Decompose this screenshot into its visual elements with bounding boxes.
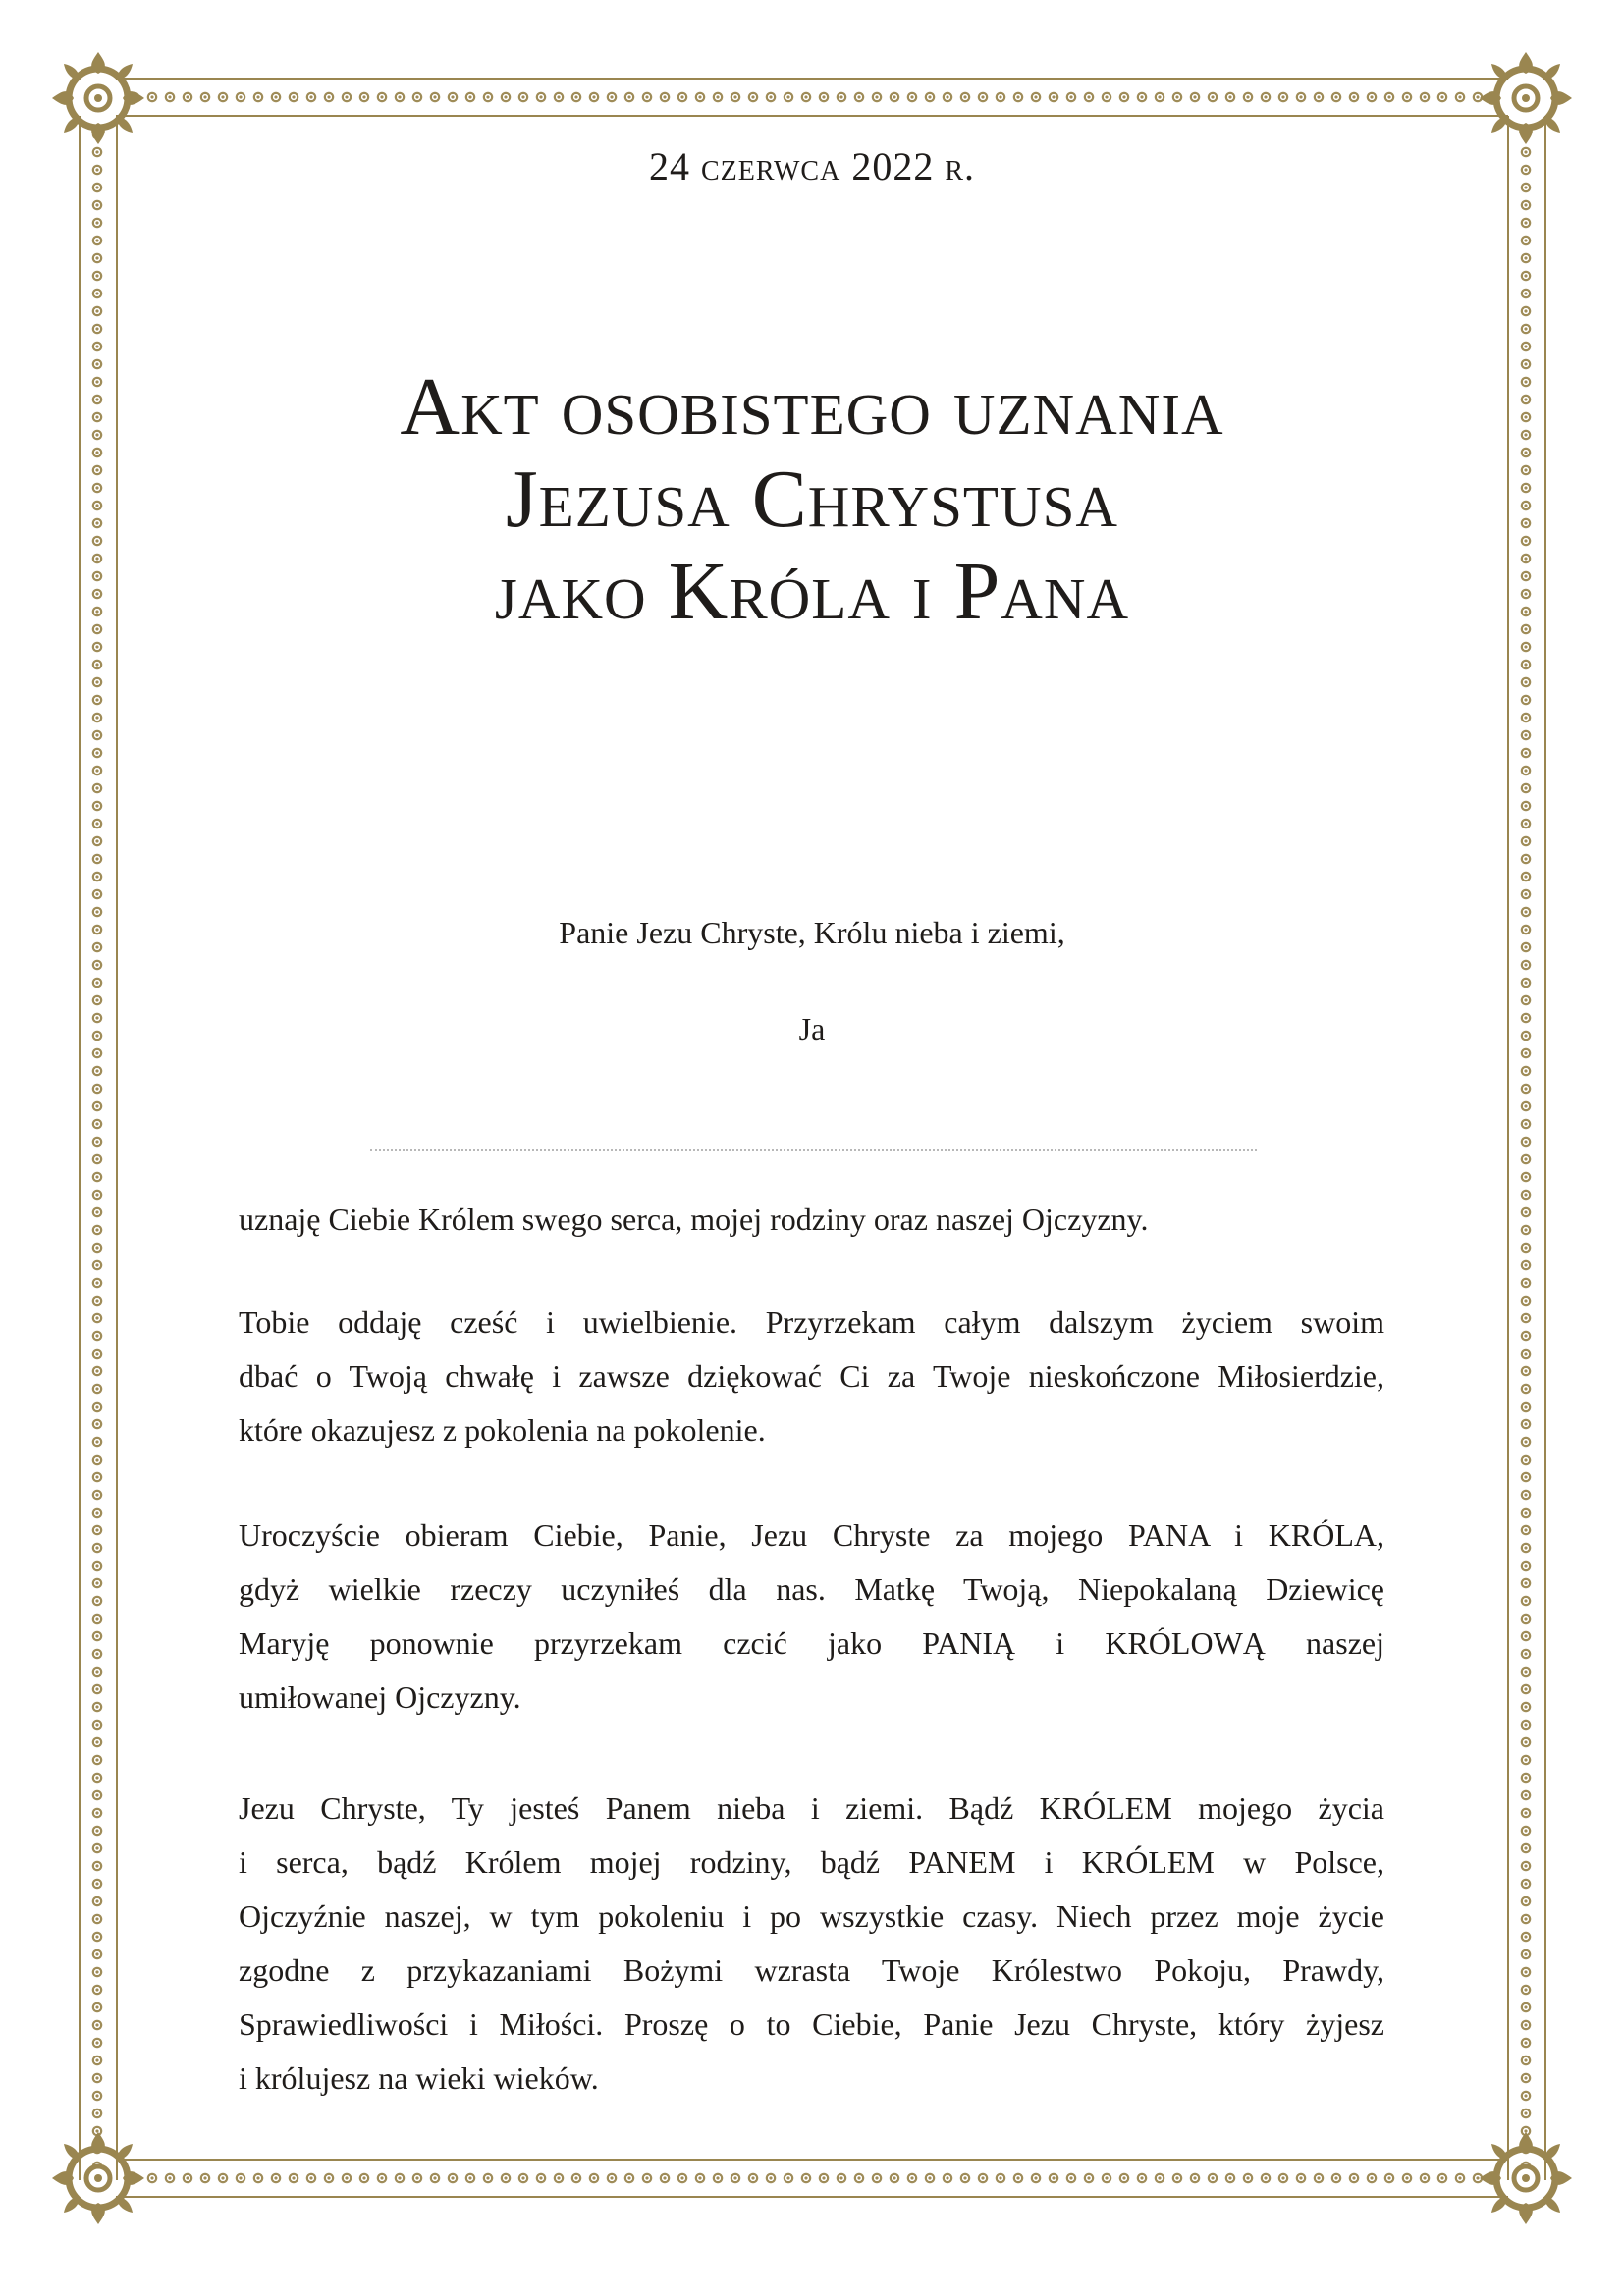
document-date: 24 czerwca 2022 r. (648, 144, 975, 188)
paragraph-3 (239, 1509, 1384, 1725)
paragraph-line: które okazujesz z pokolenia na pokolenie. (239, 1413, 766, 1448)
border-top-outer-line (116, 78, 1508, 80)
corner-ornament-top-right-icon (1472, 44, 1580, 152)
border-bottom-outer-line (116, 2196, 1508, 2198)
corner-ornament-top-left-icon (44, 44, 152, 152)
paragraph-2 (239, 1296, 1384, 1458)
title-line: Akt osobistego uznania (400, 361, 1224, 453)
paragraph-line: Ojczyźnie naszej, w tym pokoleniu i po wszystkie czasy. Niech przez moje życie (239, 1898, 1384, 1934)
name-signature-line[interactable] (370, 1149, 1257, 1151)
paragraph-line: Jezu Chryste, Ty jesteś Panem nieba i ziemi. Bądź KRÓLEM mojego życia (239, 1790, 1384, 1826)
corner-ornament-bottom-left-icon (44, 2124, 152, 2232)
paragraph-line: uznaję Ciebie Królem swego serca, mojej rodziny oraz naszej Ojczyzny. (239, 1201, 1149, 1237)
document-title (0, 361, 1624, 638)
title-line: Jezusa Chrystusa (505, 454, 1119, 545)
paragraph-line: Sprawiedliwości i Miłości. Proszę o to Ciebie, Panie Jezu Chryste, który żyjesz (239, 2006, 1384, 2042)
paragraph-4 (239, 1782, 1384, 2106)
border-bottom-inner-line (116, 2159, 1508, 2161)
paragraph-line: Uroczyście obieram Ciebie, Panie, Jezu Chryste za mojego PANA i KRÓLA, (239, 1518, 1384, 1553)
border-top-inner-line (116, 115, 1508, 117)
paragraph-line: umiłowanej Ojczyzny. (239, 1680, 521, 1715)
salutation: Panie Jezu Chryste, Królu nieba i ziemi, (559, 915, 1065, 950)
paragraph-line: zgodne z przykazaniami Bożymi wzrasta Twoje Królestwo Pokoju, Prawdy, (239, 1952, 1384, 1988)
corner-ornament-bottom-right-icon (1472, 2124, 1580, 2232)
paragraph-line: Maryję ponownie przyrzekam czcić jako PANIĄ i KRÓLOWĄ naszej (239, 1626, 1384, 1661)
pronoun-ja: Ja (798, 1011, 826, 1046)
paragraph-line: dbać o Twoją chwałę i zawsze dziękować Ci za Twoje nieskończone Miłosierdzie, (239, 1359, 1384, 1394)
border-top-chain (128, 90, 1496, 104)
title-line: jako Króla i Pana (494, 546, 1130, 637)
paragraph-line: i królujesz na wieki wieków. (239, 2060, 599, 2096)
paragraph-line: i serca, bądź Królem mojej rodziny, bądź PANEM i KRÓLEM w Polsce, (239, 1844, 1384, 1880)
paragraph-line: gdyż wielkie rzeczy uczyniłeś dla nas. Matkę Twoją, Niepokalaną Dziewicę (239, 1572, 1384, 1607)
paragraph-1 (239, 1193, 1384, 1247)
paragraph-line: Tobie oddaję cześć i uwielbienie. Przyrzekam całym dalszym życiem swoim (239, 1305, 1384, 1340)
border-bottom-chain (128, 2171, 1496, 2185)
